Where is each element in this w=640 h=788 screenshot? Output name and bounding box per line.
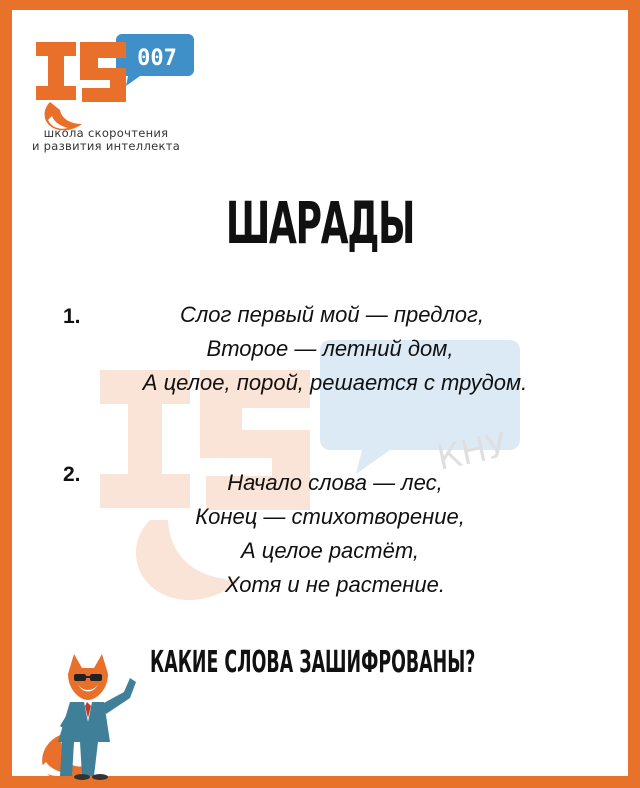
riddle-1-line-3: А целое, порой, решается с трудом. <box>142 370 528 395</box>
logo-letter-i <box>36 42 76 100</box>
logo-subtitle-line2: и развития интеллекта <box>31 139 181 153</box>
riddle-1-number: 1. <box>63 305 81 328</box>
riddle-2-line-2: Конец — стихотворение, <box>195 504 465 529</box>
logo-subtitle-line1: школа скорочтения <box>43 126 169 140</box>
logo-badge-text: 007 <box>137 46 177 71</box>
question-text: КАКИЕ СЛОВА ЗАШИФРОВАНЫ? <box>150 645 476 680</box>
riddle-1-line-2: Второе — летний дом, <box>206 336 454 361</box>
riddle-1-line-1: Слог первый мой — предлог, <box>180 302 484 327</box>
riddle-2-line-1: Начало слова — лес, <box>227 470 443 495</box>
riddle-2-number: 2. <box>63 463 81 486</box>
watermark-text: КНУ <box>433 425 511 479</box>
riddle-2-text <box>0 466 640 602</box>
riddle-1-text <box>0 298 640 400</box>
logo-subtitle <box>22 127 190 153</box>
logo-letter-g <box>80 42 126 102</box>
riddle-2-line-4: Хотя и не растение. <box>225 572 445 597</box>
riddle-2-line-3: А целое растёт, <box>240 538 420 563</box>
fox-mascot-icon <box>30 640 150 780</box>
page-title: ШАРАДЫ <box>225 189 415 257</box>
